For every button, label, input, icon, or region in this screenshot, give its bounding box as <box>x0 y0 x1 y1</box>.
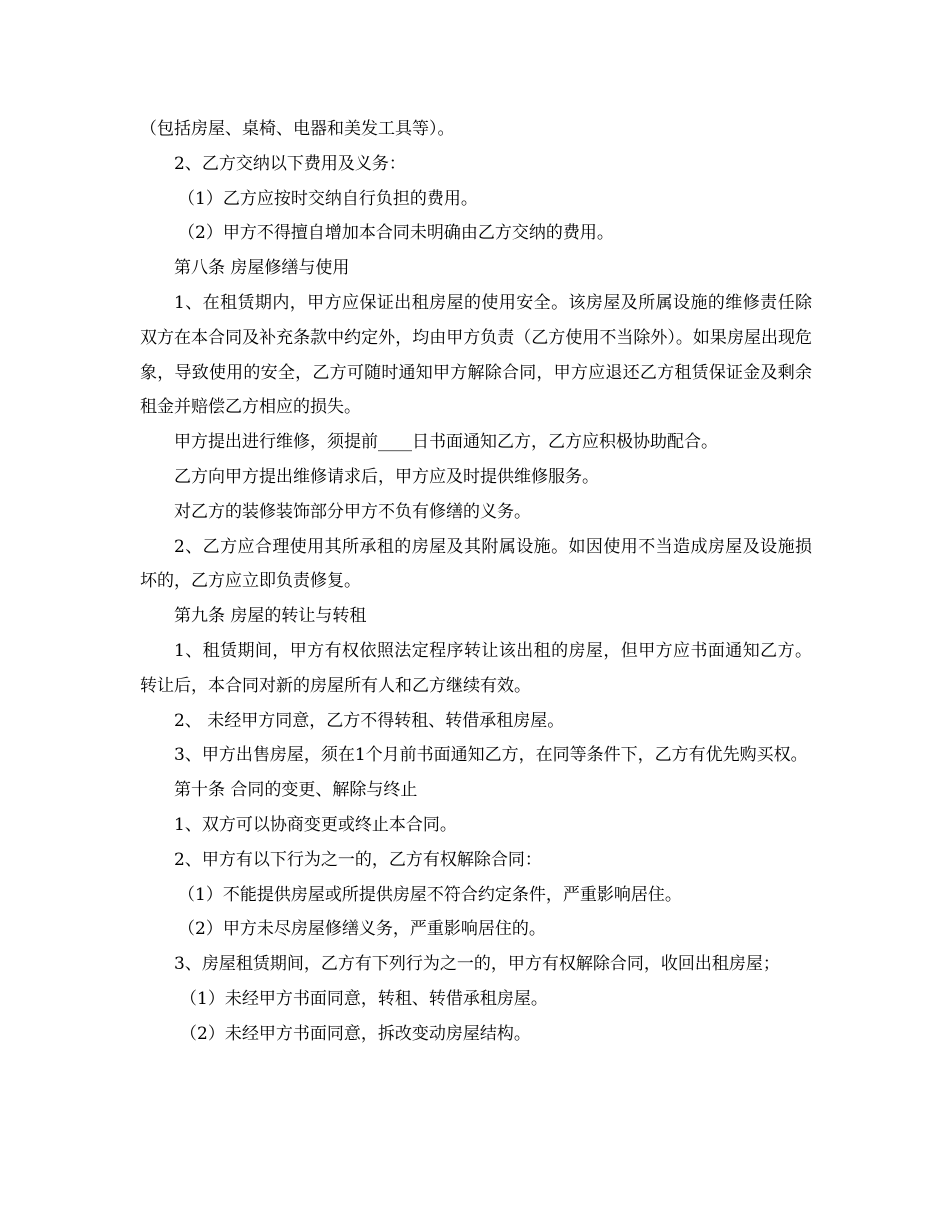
paragraph-16: 1、双方可以协商变更或终止本合同。 <box>174 814 457 835</box>
paragraph-4: （2）甲方不得擅自增加本合同未明确由乙方交纳的费用。 <box>178 223 614 244</box>
section-heading-article-9: 第九条 房屋的转让与转租 <box>174 606 367 627</box>
paragraph-2: 2、乙方交纳以下费用及义务： <box>174 153 406 174</box>
paragraph-22: （2）未经甲方书面同意，拆改变动房屋结构。 <box>180 1023 531 1044</box>
paragraph-6: 1、在租赁期内，甲方应保证出租房屋的使用安全。该房屋及所属设施的维修责任除双方在本合同及补充条款中约定外，均由甲方负责（乙方使用不当除外）。如果房屋出现危象，导致使用的安全，乙方可随时通知甲方解除合同，甲方应退还乙方租赁保证金及剩余租金并赔偿乙方相应的损失。 <box>140 292 812 418</box>
paragraph-21: （1）未经甲方书面同意，转租、转借承租房屋。 <box>180 988 548 1009</box>
paragraph-9: 对乙方的装修装饰部分甲方不负有修缮的义务。 <box>174 501 531 522</box>
paragraph-7: 甲方提出进行维修，须提前____日书面通知乙方，乙方应积极协助配合。 <box>174 432 718 453</box>
paragraph-3: （1）乙方应按时交纳自行负担的费用。 <box>178 188 478 209</box>
paragraph-14: 3、甲方出售房屋，须在1个月前书面通知乙方，在同等条件下，乙方有优先购买权。 <box>174 745 808 766</box>
document-body <box>140 112 812 1052</box>
paragraph-8: 乙方向甲方提出维修请求后，甲方应及时提供维修服务。 <box>174 466 599 487</box>
section-heading-article-8: 第八条 房屋修缮与使用 <box>174 258 350 279</box>
paragraph-18: （1）不能提供房屋或所提供房屋不符合约定条件，严重影响居住。 <box>178 884 682 905</box>
paragraph-20: 3、房屋租赁期间，乙方有下列行为之一的，甲方有权解除合同，收回出租房屋； <box>174 954 780 975</box>
paragraph-12: 1、租赁期间，甲方有权依照法定程序转让该出租的房屋，但甲方应书面通知乙方。转让后，本合同对新的房屋所有人和乙方继续有效。 <box>140 640 812 696</box>
paragraph-17: 2、甲方有以下行为之一的，乙方有权解除合同： <box>174 849 542 870</box>
paragraph-10: 2、乙方应合理使用其所承租的房屋及其附属设施。如因使用不当造成房屋及设施损坏的，乙方应立即负责修复。 <box>140 536 812 592</box>
paragraph-13: 2、 未经甲方同意，乙方不得转租、转借承租房屋。 <box>174 710 565 731</box>
paragraph-1: （包括房屋、桌椅、电器和美发工具等）。 <box>140 119 455 139</box>
paragraph-19: （2）甲方未尽房屋修缮义务，严重影响居住的。 <box>178 919 546 940</box>
section-heading-article-10: 第十条 合同的变更、解除与终止 <box>174 780 418 801</box>
